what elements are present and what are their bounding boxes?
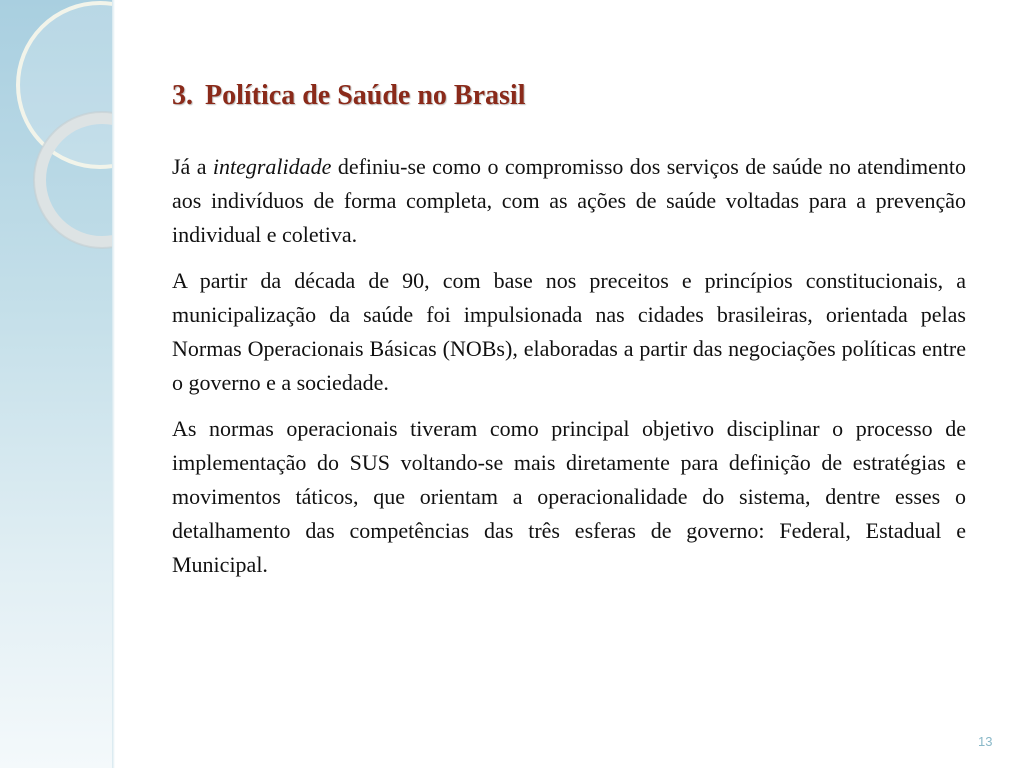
slide-title <box>172 80 525 112</box>
paragraph-normas-operacionais: As normas operacionais tiveram como principal objetivo disciplinar o processo de implementação do SUS voltando-se mais diretamente para definição de estratégias e movimentos táticos, que orientam a operacionalidade do sistema, dentre esses o detalhamento das competências das três esferas de governo: Federal, Estadual e Municipal. <box>172 416 966 577</box>
paragraph-1-emphasis: integralidade <box>212 154 332 179</box>
paragraph-1-lead: Já a <box>172 154 213 179</box>
decorative-rings-graphic <box>0 0 112 768</box>
paragraph-municipalizacao: A partir da década de 90, com base nos preceitos e princípios constitucionais, a municipalização da saúde foi impulsionada nas cidades brasileiras, orientada pelas Normas Operacionais Básicas (NOBs), elaboradas a partir das negociações políticas entre o governo e a sociedade. <box>172 268 966 395</box>
paragraph-integralidade <box>172 150 966 252</box>
upper-ring <box>18 3 112 167</box>
title-number: 3. <box>172 80 193 111</box>
paragraph-1-rest: definiu-se como o compromisso dos serviços de saúde no atendimento aos indivíduos de forma completa, com as ações de saúde voltadas para a prevenção individual e coletiva. <box>172 154 966 247</box>
page-number: 13 <box>978 734 993 749</box>
slide-body <box>172 150 966 594</box>
title-text: Política de Saúde no Brasil <box>205 80 526 111</box>
decorative-sidebar <box>0 0 112 768</box>
sidebar-divider <box>112 0 115 768</box>
